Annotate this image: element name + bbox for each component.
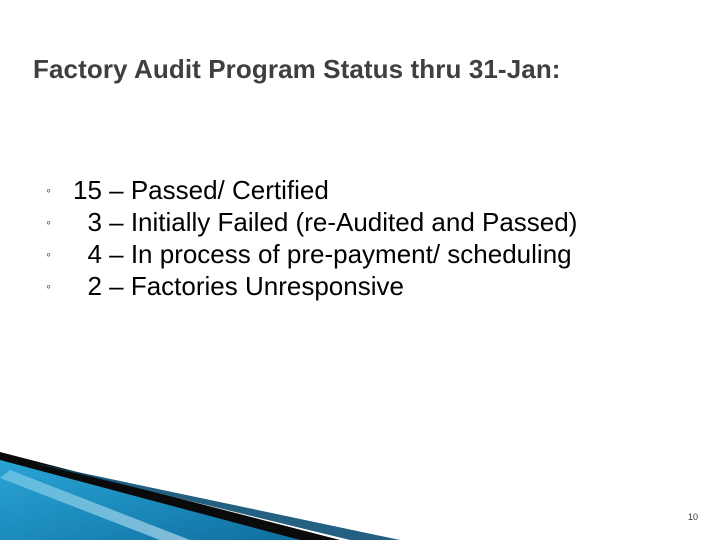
- bullet-text: 4 – In process of pre-payment/ scheduling: [73, 239, 572, 269]
- bullet-marker: ◦: [46, 182, 51, 198]
- bullet-list: [46, 174, 646, 302]
- list-item: [46, 206, 646, 238]
- list-item: [46, 270, 646, 302]
- bullet-text: 2 – Factories Unresponsive: [73, 271, 404, 301]
- list-item: [46, 238, 646, 270]
- bullet-marker: ◦: [46, 278, 51, 294]
- bullet-text: 15 – Passed/ Certified: [73, 175, 329, 205]
- slide-title: Factory Audit Program Status thru 31-Jan:: [33, 54, 561, 84]
- black-swoosh-shape: [0, 452, 340, 540]
- list-item: [46, 174, 646, 206]
- light-streak-shape: [0, 470, 190, 540]
- blue-wedge-shape: [0, 455, 300, 540]
- bullet-marker: ◦: [46, 246, 51, 262]
- bullet-text: 3 – Initially Failed (re-Audited and Passed): [73, 207, 578, 237]
- page-number: 10: [687, 512, 698, 522]
- bullet-marker: ◦: [46, 214, 51, 230]
- dark-blue-edge-shape: [30, 462, 400, 540]
